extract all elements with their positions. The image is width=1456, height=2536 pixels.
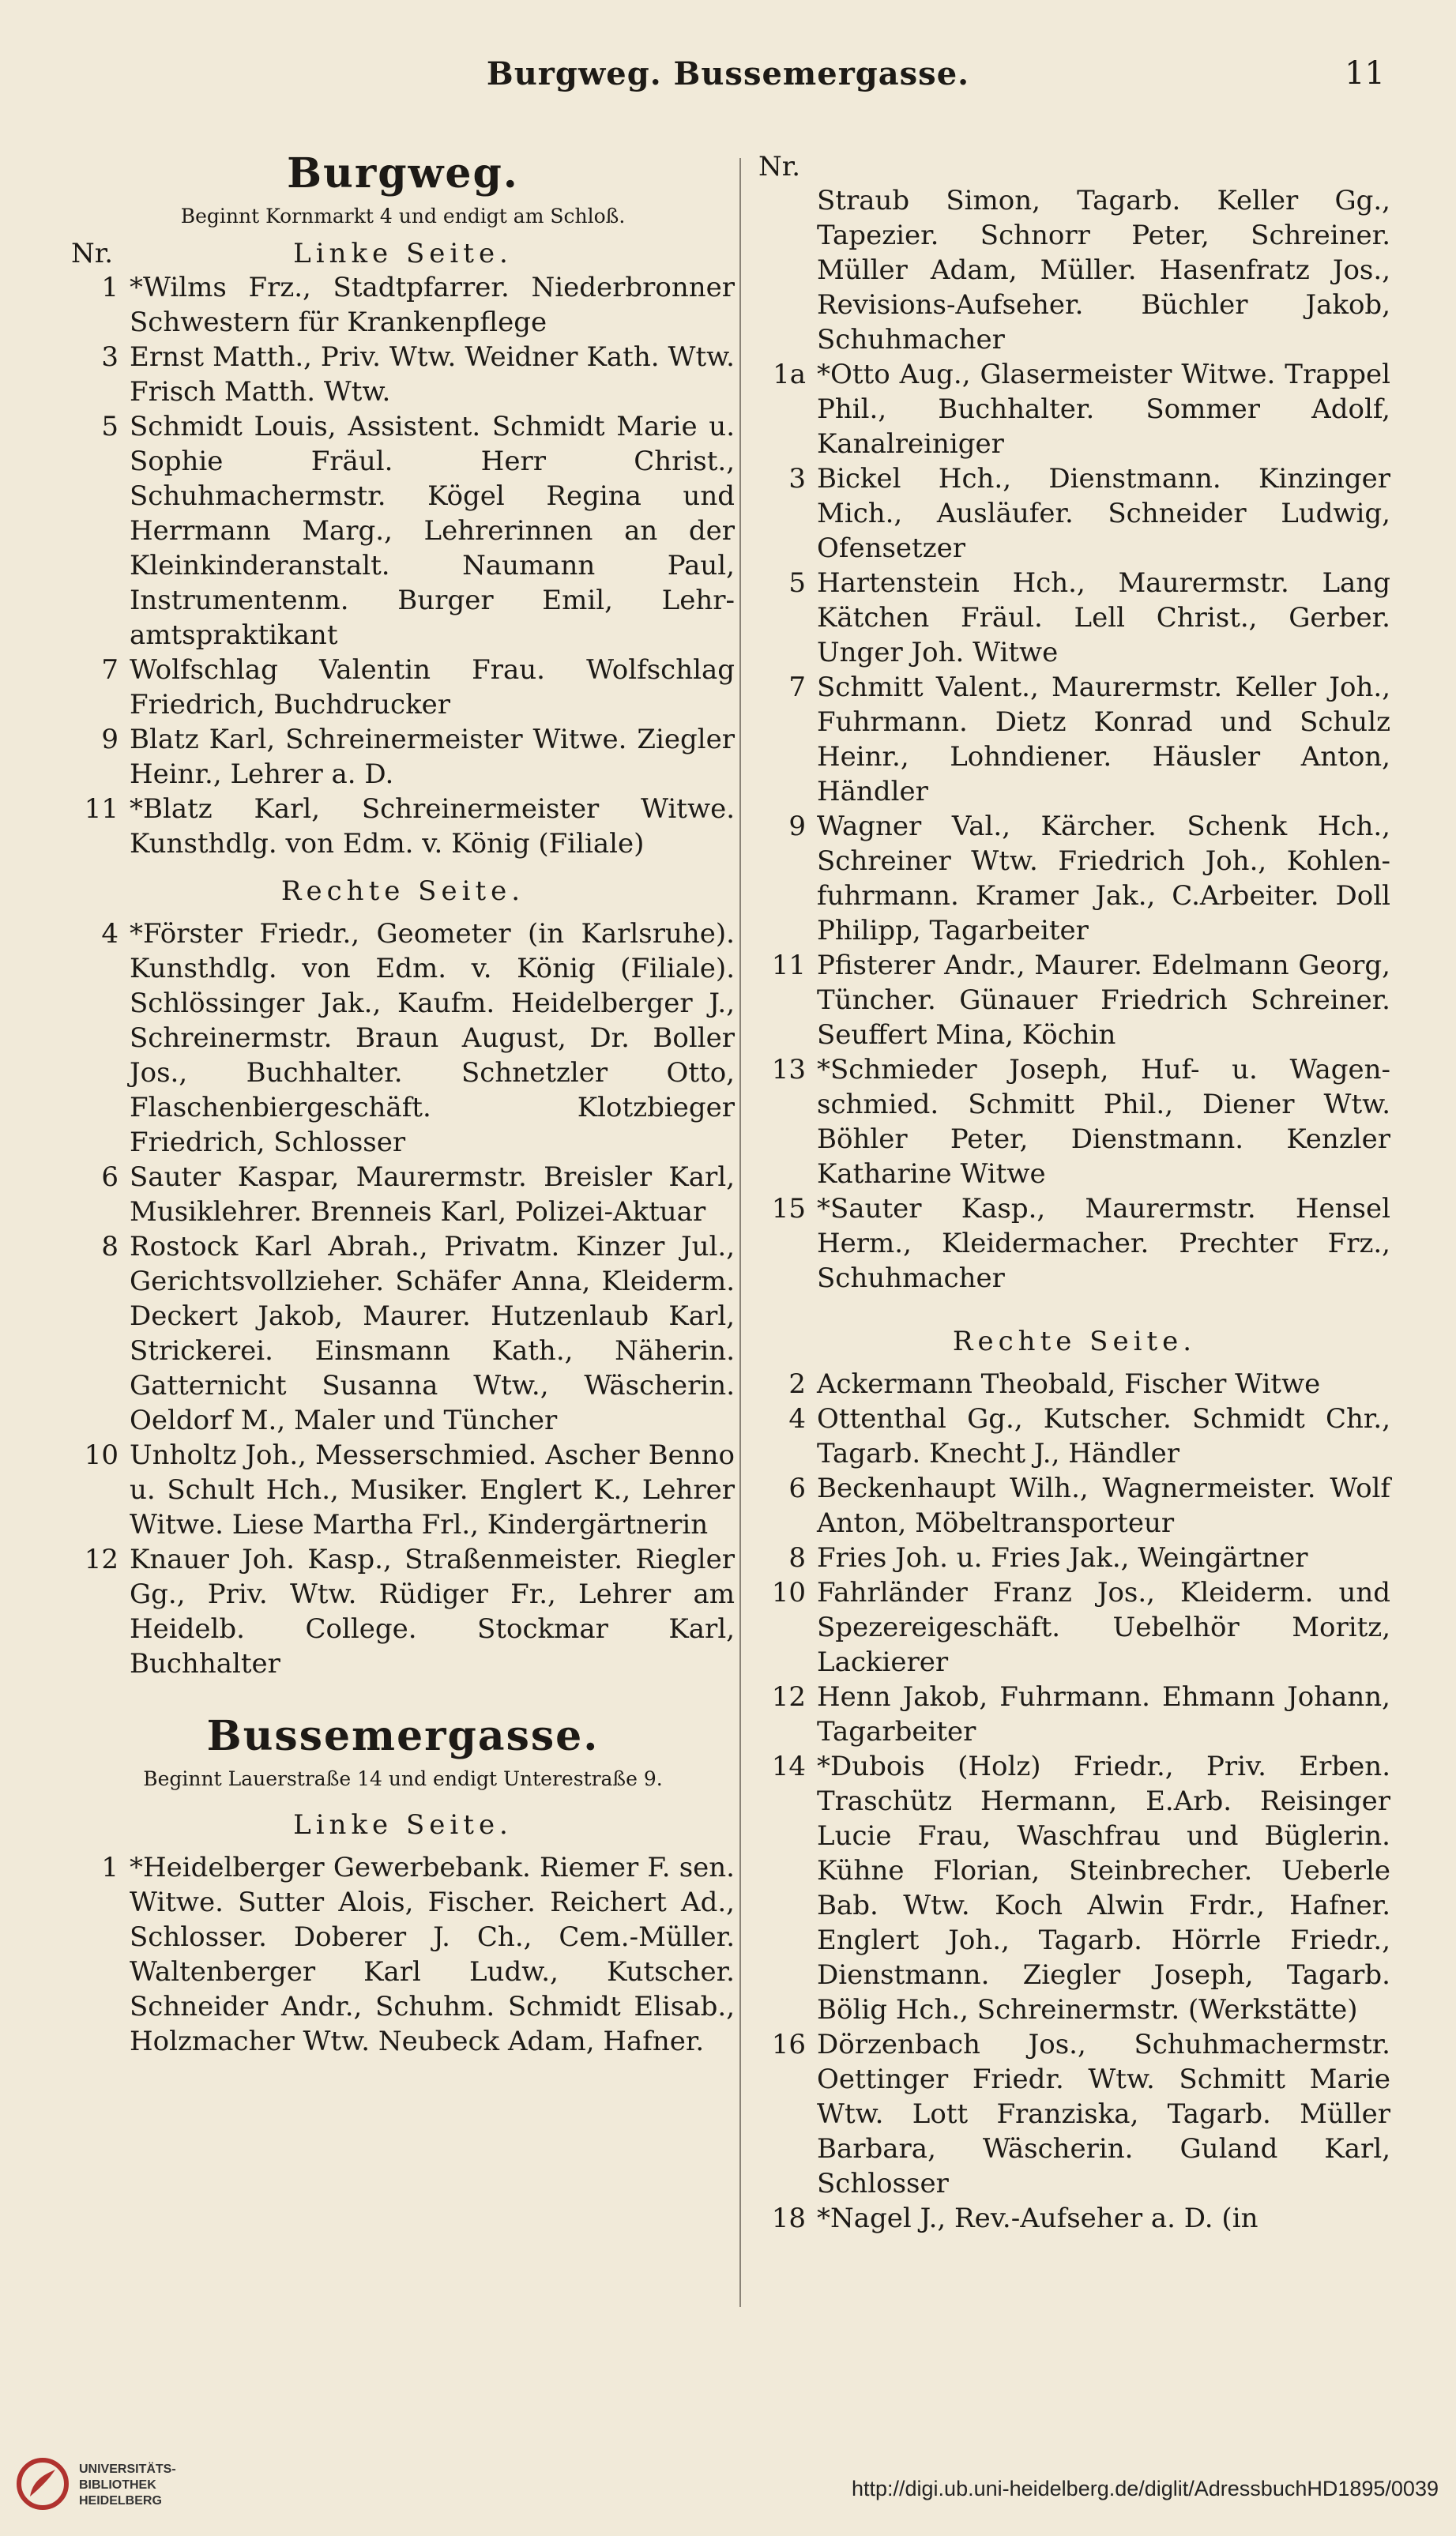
house-number: 6	[788, 1473, 806, 1504]
house-number: 4	[788, 1403, 806, 1435]
house-number: 10	[84, 1439, 119, 1471]
resident-list: Hartenstein Hch., Maurermstr. Lang Kätchen Fräul. Lell Christ., Gerber. Unger Joh. Witwe	[817, 567, 1390, 668]
resident-list: *Wilms Frz., Stadtpfarrer. Niederbronner Schwestern für Krankenpflege	[130, 272, 735, 338]
house-number: 5	[101, 411, 119, 442]
house-number: 11	[84, 793, 119, 825]
entries-bussemergasse-links-cont	[758, 183, 1390, 1296]
resident-list: Ernst Matth., Priv. Wtw. Weidner Kath. Wtw. Frisch Matth. Wtw.	[130, 341, 735, 408]
resident-list: *Nagel J., Rev.-Aufseher a. D. (in	[817, 2203, 1258, 2234]
side-heading-rechts: Rechte Seite.	[280, 875, 525, 907]
house-number: 10	[771, 1577, 806, 1609]
nr-label: Nr.	[71, 238, 114, 269]
resident-list: *Sauter Kasp., Maurermstr. Hensel Herm., Kleidermacher. Prechter Frz., Schuhmacher	[817, 1193, 1390, 1294]
address-entry	[71, 1438, 735, 1542]
library-name	[79, 2462, 176, 2509]
address-entry	[758, 1749, 1390, 2027]
resident-list: Schmitt Valent., Maurermstr. Keller Joh., Fuhrmann. Dietz Konrad und Schulz Heinr., Lohndiener. Häusler Anton, Händler	[817, 672, 1390, 807]
address-entry	[758, 1680, 1390, 1749]
address-entry	[758, 1575, 1390, 1680]
page-header	[0, 55, 1456, 111]
resident-list: *Schmieder Joseph, Huf- u. Wagenschmied. Schmitt Phil., Diener Wtw. Böhler Peter, Dienstmann. Kenzler Katharine Witwe	[817, 1054, 1390, 1190]
address-entry	[758, 461, 1390, 566]
entries-burgweg-links	[71, 270, 735, 861]
house-number: 4	[101, 918, 119, 950]
street-subtitle-burgweg: Beginnt Kornmarkt 4 und endigt am Schloß.	[180, 205, 626, 228]
house-number: 1	[101, 1852, 119, 1883]
address-entry	[758, 1052, 1390, 1191]
left-column	[71, 150, 735, 2059]
right-column	[758, 150, 1390, 2236]
house-number: 11	[771, 950, 806, 981]
nr-heading-row	[71, 237, 735, 270]
house-number: 1a	[773, 359, 806, 390]
address-entry	[71, 1229, 735, 1438]
street-subtitle-bussemergasse: Beginnt Lauerstraße 14 und endigt Unterestraße 9.	[143, 1767, 663, 1790]
house-number: 13	[771, 1054, 806, 1086]
address-entry	[758, 809, 1390, 948]
address-entry	[758, 1541, 1390, 1575]
house-number: 3	[101, 341, 119, 373]
address-entry	[758, 1471, 1390, 1541]
side-heading-links: Linke Seite.	[293, 238, 513, 269]
house-number: 2	[788, 1368, 806, 1400]
library-name-line2: BIBLIOTHEK	[79, 2478, 156, 2492]
resident-list: Fahrländer Franz Jos., Kleiderm. und Spezereigeschäft. Uebelhör Moritz, Lackierer	[817, 1577, 1390, 1678]
address-entry	[758, 183, 1390, 357]
resident-list: Rostock Karl Abrah., Privatm. Kinzer Jul., Gerichtsvollzieher. Schäfer Anna, Kleiderm. Deckert Jakob, Maurer. Hutzenlaub Karl, Strickerei. Einsmann Kath., Näherin. Gatternicht Susanna Wtw., Wäscherin. Oeldorf M., Maler und Tüncher	[130, 1231, 735, 1436]
resident-list: Unholtz Joh., Messerschmied. Ascher Benno u. Schult Hch., Musiker. Englert K., Lehrer Witwe. Liese Martha Frl., Kindergärtnerin	[130, 1439, 735, 1541]
resident-list: *Dubois (Holz) Friedr., Priv. Erben. Traschütz Hermann, E.Arb. Reisinger Lucie Frau, Waschfrau und Büglerin. Kühne Florian, Steinbrecher. Ueberle Bab. Wtw. Koch Alwin Frdr., Hafner. Englert Joh., Tagarb. Hörrle Friedr., Dienstmann. Ziegler Joseph, Tagarb. Bölig Hch., Schreinermstr. (Werkstätte)	[817, 1751, 1390, 2026]
address-entry	[758, 670, 1390, 809]
address-entry	[71, 722, 735, 792]
resident-list: Wolfschlag Valentin Frau. Wolfschlag Friedrich, Buchdrucker	[130, 654, 735, 721]
house-number: 7	[788, 672, 806, 703]
resident-list: Henn Jakob, Fuhrmann. Ehmann Johann, Tagarbeiter	[817, 1681, 1390, 1748]
address-entry	[71, 916, 735, 1160]
address-entry	[758, 566, 1390, 670]
address-entry	[71, 340, 735, 409]
resident-list: Sauter Kaspar, Maurermstr. Breisler Karl, Musiklehrer. Brenneis Karl, Polizei-Aktuar	[130, 1161, 735, 1228]
house-number: 1	[101, 272, 119, 303]
source-url[interactable]: http://digi.ub.uni-heidelberg.de/diglit/AdressbuchHD1895/0039	[851, 2477, 1439, 2500]
resident-list: Bickel Hch., Dienstmann. Kinzinger Mich., Ausläufer. Schneider Ludwig, Ofensetzer	[817, 463, 1390, 564]
address-entry	[71, 1850, 735, 2059]
page-number: 11	[1345, 55, 1385, 92]
house-number: 9	[788, 811, 806, 842]
address-entry	[71, 1542, 735, 1681]
entries-burgweg-rechts	[71, 916, 735, 1681]
entries-bussemergasse-rechts	[758, 1367, 1390, 2236]
house-number: 12	[84, 1544, 119, 1575]
address-entry	[758, 357, 1390, 461]
resident-list: *Förster Friedr., Geometer (in Karlsruhe). Kunsthdlg. von Edm. v. König (Filiale). Schlössinger Jak., Kaufm. Heidelberger J., Schreinermstr. Braun August, Dr. Boller Jos., Buchhalter. Schnetzler Otto, Flaschenbiergeschäft. Klotzbieger Friedrich, Schlosser	[130, 918, 735, 1158]
house-number: 16	[771, 2029, 806, 2060]
nr-label-right: Nr.	[758, 151, 801, 182]
entries-bussemergasse-links	[71, 1850, 735, 2059]
resident-list: *Blatz Karl, Schreinermeister Witwe. Kunsthdlg. von Edm. v. König (Filiale)	[130, 793, 735, 860]
address-entry	[758, 1367, 1390, 1402]
address-entry	[758, 2201, 1390, 2236]
address-entry	[71, 792, 735, 861]
address-entry	[71, 270, 735, 340]
resident-list: Pfisterer Andr., Maurer. Edelmann Georg, Tüncher. Günauer Friedrich Schreiner. Seuffert Mina, Köchin	[817, 950, 1390, 1051]
side-heading-rechts-2: Rechte Seite.	[952, 1326, 1197, 1357]
address-entry	[71, 409, 735, 653]
house-number: 12	[771, 1681, 806, 1713]
house-number: 6	[101, 1161, 119, 1193]
house-number: 18	[771, 2203, 806, 2234]
resident-list: Blatz Karl, Schreinermeister Witwe. Ziegler Heinr., Lehrer a. D.	[130, 724, 735, 790]
resident-list: Straub Simon, Tagarb. Keller Gg., Tapezier. Schnorr Peter, Schreiner. Müller Adam, Müller. Hasenfratz Jos., Revisions-Aufseher. Büchler Jakob, Schuhmacher	[817, 185, 1390, 356]
resident-list: Dörzenbach Jos., Schuhmachermstr. Oettinger Friedr. Wtw. Schmitt Marie Wtw. Lott Franziska, Tagarb. Müller Barbara, Wäscherin. Guland Karl, Schlosser	[817, 2029, 1390, 2199]
address-entry	[758, 1191, 1390, 1296]
resident-list: Ottenthal Gg., Kutscher. Schmidt Chr., Tagarb. Knecht J., Händler	[817, 1403, 1390, 1469]
house-number	[758, 183, 817, 357]
address-entry	[71, 653, 735, 722]
house-number: 14	[771, 1751, 806, 1782]
resident-list: Beckenhaupt Wilh., Wagnermeister. Wolf Anton, Möbeltransporteur	[817, 1473, 1390, 1539]
house-number: 3	[788, 463, 806, 495]
address-entry	[758, 948, 1390, 1052]
house-number: 9	[101, 724, 119, 755]
library-name-line3: HEIDELBERG	[79, 2494, 162, 2508]
house-number: 8	[788, 1542, 806, 1574]
address-entry	[758, 1402, 1390, 1471]
resident-list: *Otto Aug., Glasermeister Witwe. Trappel Phil., Buchhalter. Sommer Adolf, Kanalreiniger	[817, 359, 1390, 460]
address-entry	[71, 1160, 735, 1229]
library-name-line1: UNIVERSITÄTS-	[79, 2463, 176, 2476]
house-number: 7	[101, 654, 119, 686]
house-number: 8	[101, 1231, 119, 1262]
address-entry	[758, 2027, 1390, 2201]
column-divider	[739, 158, 741, 2307]
street-title-bussemergasse: Bussemergasse.	[206, 1712, 600, 1760]
footer	[0, 2449, 1456, 2536]
side-heading-links-2: Linke Seite.	[293, 1809, 513, 1841]
resident-list: Knauer Joh. Kasp., Straßenmeister. Riegler Gg., Priv. Wtw. Rüdiger Fr., Lehrer am Heidelb. College. Stockmar Karl, Buchhalter	[130, 1544, 735, 1680]
house-number: 15	[771, 1193, 806, 1225]
university-library-logo	[14, 2455, 71, 2512]
resident-list: Schmidt Louis, Assistent. Schmidt Marie u. Sophie Fräul. Herr Christ., Schuhmachermstr. Kögel Regina und Herrmann Marg., Lehrerinnen an der Kleinkinderanstalt. Naumann Paul, Instrumentenm. Burger Emil, Lehramtspraktikant	[130, 411, 735, 651]
resident-list: Fries Joh. u. Fries Jak., Weingärtner	[817, 1542, 1308, 1574]
resident-list: Wagner Val., Kärcher. Schenk Hch., Schreiner Wtw. Friedrich Joh., Kohlenfuhrmann. Kramer Jak., C.Arbeiter. Doll Philipp, Tagarbeiter	[817, 811, 1390, 946]
house-number: 5	[788, 567, 806, 599]
resident-list: *Heidelberger Gewerbebank. Riemer F. sen. Witwe. Sutter Alois, Fischer. Reichert Ad., Schlosser. Doberer J. Ch., Cem.-Müller. Waltenberger Karl Ludw., Kutscher. Schneider Andr., Schuhm. Schmidt Elisab., Holzmacher Wtw. Neubeck Adam, Hafner.	[130, 1852, 735, 2057]
running-title: Burgweg. Bussemergasse.	[486, 55, 970, 92]
street-title-burgweg: Burgweg.	[287, 149, 519, 198]
resident-list: Ackermann Theobald, Fischer Witwe	[817, 1368, 1321, 1400]
